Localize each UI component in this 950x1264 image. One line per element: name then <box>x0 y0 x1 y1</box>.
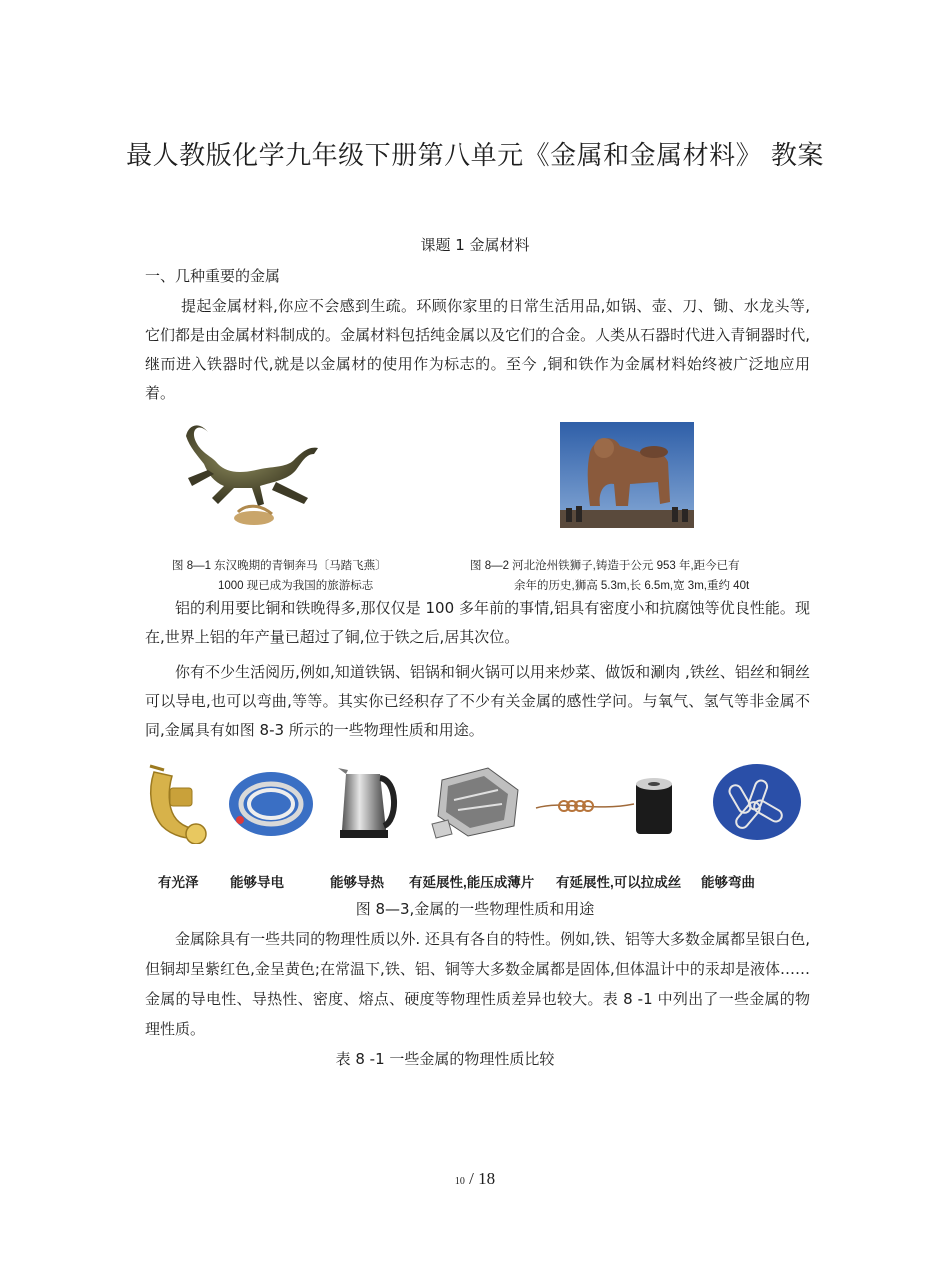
page-title: 最人教版化学九年级下册第八单元《金属和金属材料》 教案 <box>126 141 824 171</box>
property-label-conductivity: 能够导电 <box>230 875 284 890</box>
lesson-heading: 课题 1 金属材料 <box>420 236 530 254</box>
paragraph-properties: 金属除具有一些共同的物理性质以外. 还具有各自的特性。例如,铁、铝等大多数金属都呈银白色,但铜却呈紫红色,金呈黄色;在常温下,铁、铝、铜等大多数金属都是固体,但体温计中的汞却是液体……金属的导电性、导热性、密度、熔点、硬度等物理性质差异也较大。表 8 -1 中列出了一些金属的物理性质。 <box>145 930 810 1038</box>
figure-8-2-caption-line2: 余年的历史,狮高 5.3m,长 6.5m,宽 3m,重约 40t <box>514 580 750 592</box>
paragraph-intro: 提起金属材料,你应不会感到生疏。环顾你家里的日常生活用品,如锅、壶、刀、锄、水龙头等,它们都是由金属材料制成的。金属材料包括纯金属以及它们的合金。人类从石器时代进入青铜器时代,继而进入铁器时代,就是以金属材的使用作为标志的。至今 ,铜和铁作为金属材料始终被广泛地应用着。 <box>145 297 810 402</box>
page-number <box>0 1169 950 1189</box>
property-label-ductile-wire: 有延展性,可以拉成丝 <box>556 875 682 890</box>
figure-8-1-caption-line1: 图 8—1 东汉晚期的青铜奔马〔马踏飞燕〕 <box>172 560 387 572</box>
tuba-image <box>144 760 214 844</box>
electric-cable-image <box>226 760 316 844</box>
property-label-bendable: 能够弯曲 <box>701 875 755 890</box>
paragraph-experience: 你有不少生活阅历,例如,知道铁锅、铝锅和铜火锅可以用来炒菜、做饭和涮肉 ,铁丝、铝丝和铜丝可以导电,也可以弯曲,等等。其实你已经积存了不少有关金属的感性学问。与氧气、氢气等非金属不同,金属具有如图 8-3 所示的一些物理性质和用途。 <box>145 663 810 739</box>
figure-8-1-caption-line2: 1000 现已成为我国的旅游标志 <box>218 580 374 592</box>
metal-foil-image <box>428 760 524 844</box>
figure-8-1-caption <box>172 556 472 596</box>
property-label-luster: 有光泽 <box>158 875 199 890</box>
iron-lion-image <box>560 422 694 528</box>
bronze-horse-image <box>168 412 328 530</box>
property-label-malleable-sheet: 有延展性,能压成薄片 <box>409 875 535 890</box>
section-heading: 一、几种重要的金属 <box>145 267 281 285</box>
page-current: 10 <box>454 1176 465 1187</box>
figure-8-2-caption-line1: 图 8—2 河北沧州铁狮子,铸造于公元 953 年,距今已有 <box>470 560 740 572</box>
paper-clips-image <box>712 760 802 844</box>
figure-8-3-caption: 图 8—3,金属的一些物理性质和用途 <box>355 900 595 918</box>
metal-wire-image <box>534 760 686 844</box>
figure-8-2-caption <box>470 556 800 596</box>
paragraph-aluminum: 铝的利用要比铜和铁晚得多,那仅仅是 100 多年前的事情,铝具有密度小和抗腐蚀等优良性能。现在,世界上铝的年产量已超过了铜,位于铁之后,居其次位。 <box>145 599 810 646</box>
table-caption: 表 8 -1 一些金属的物理性质比较 <box>335 1050 555 1068</box>
property-label-heat: 能够导热 <box>330 875 384 890</box>
page-total: / 18 <box>469 1169 496 1188</box>
electric-kettle-image <box>334 760 400 844</box>
